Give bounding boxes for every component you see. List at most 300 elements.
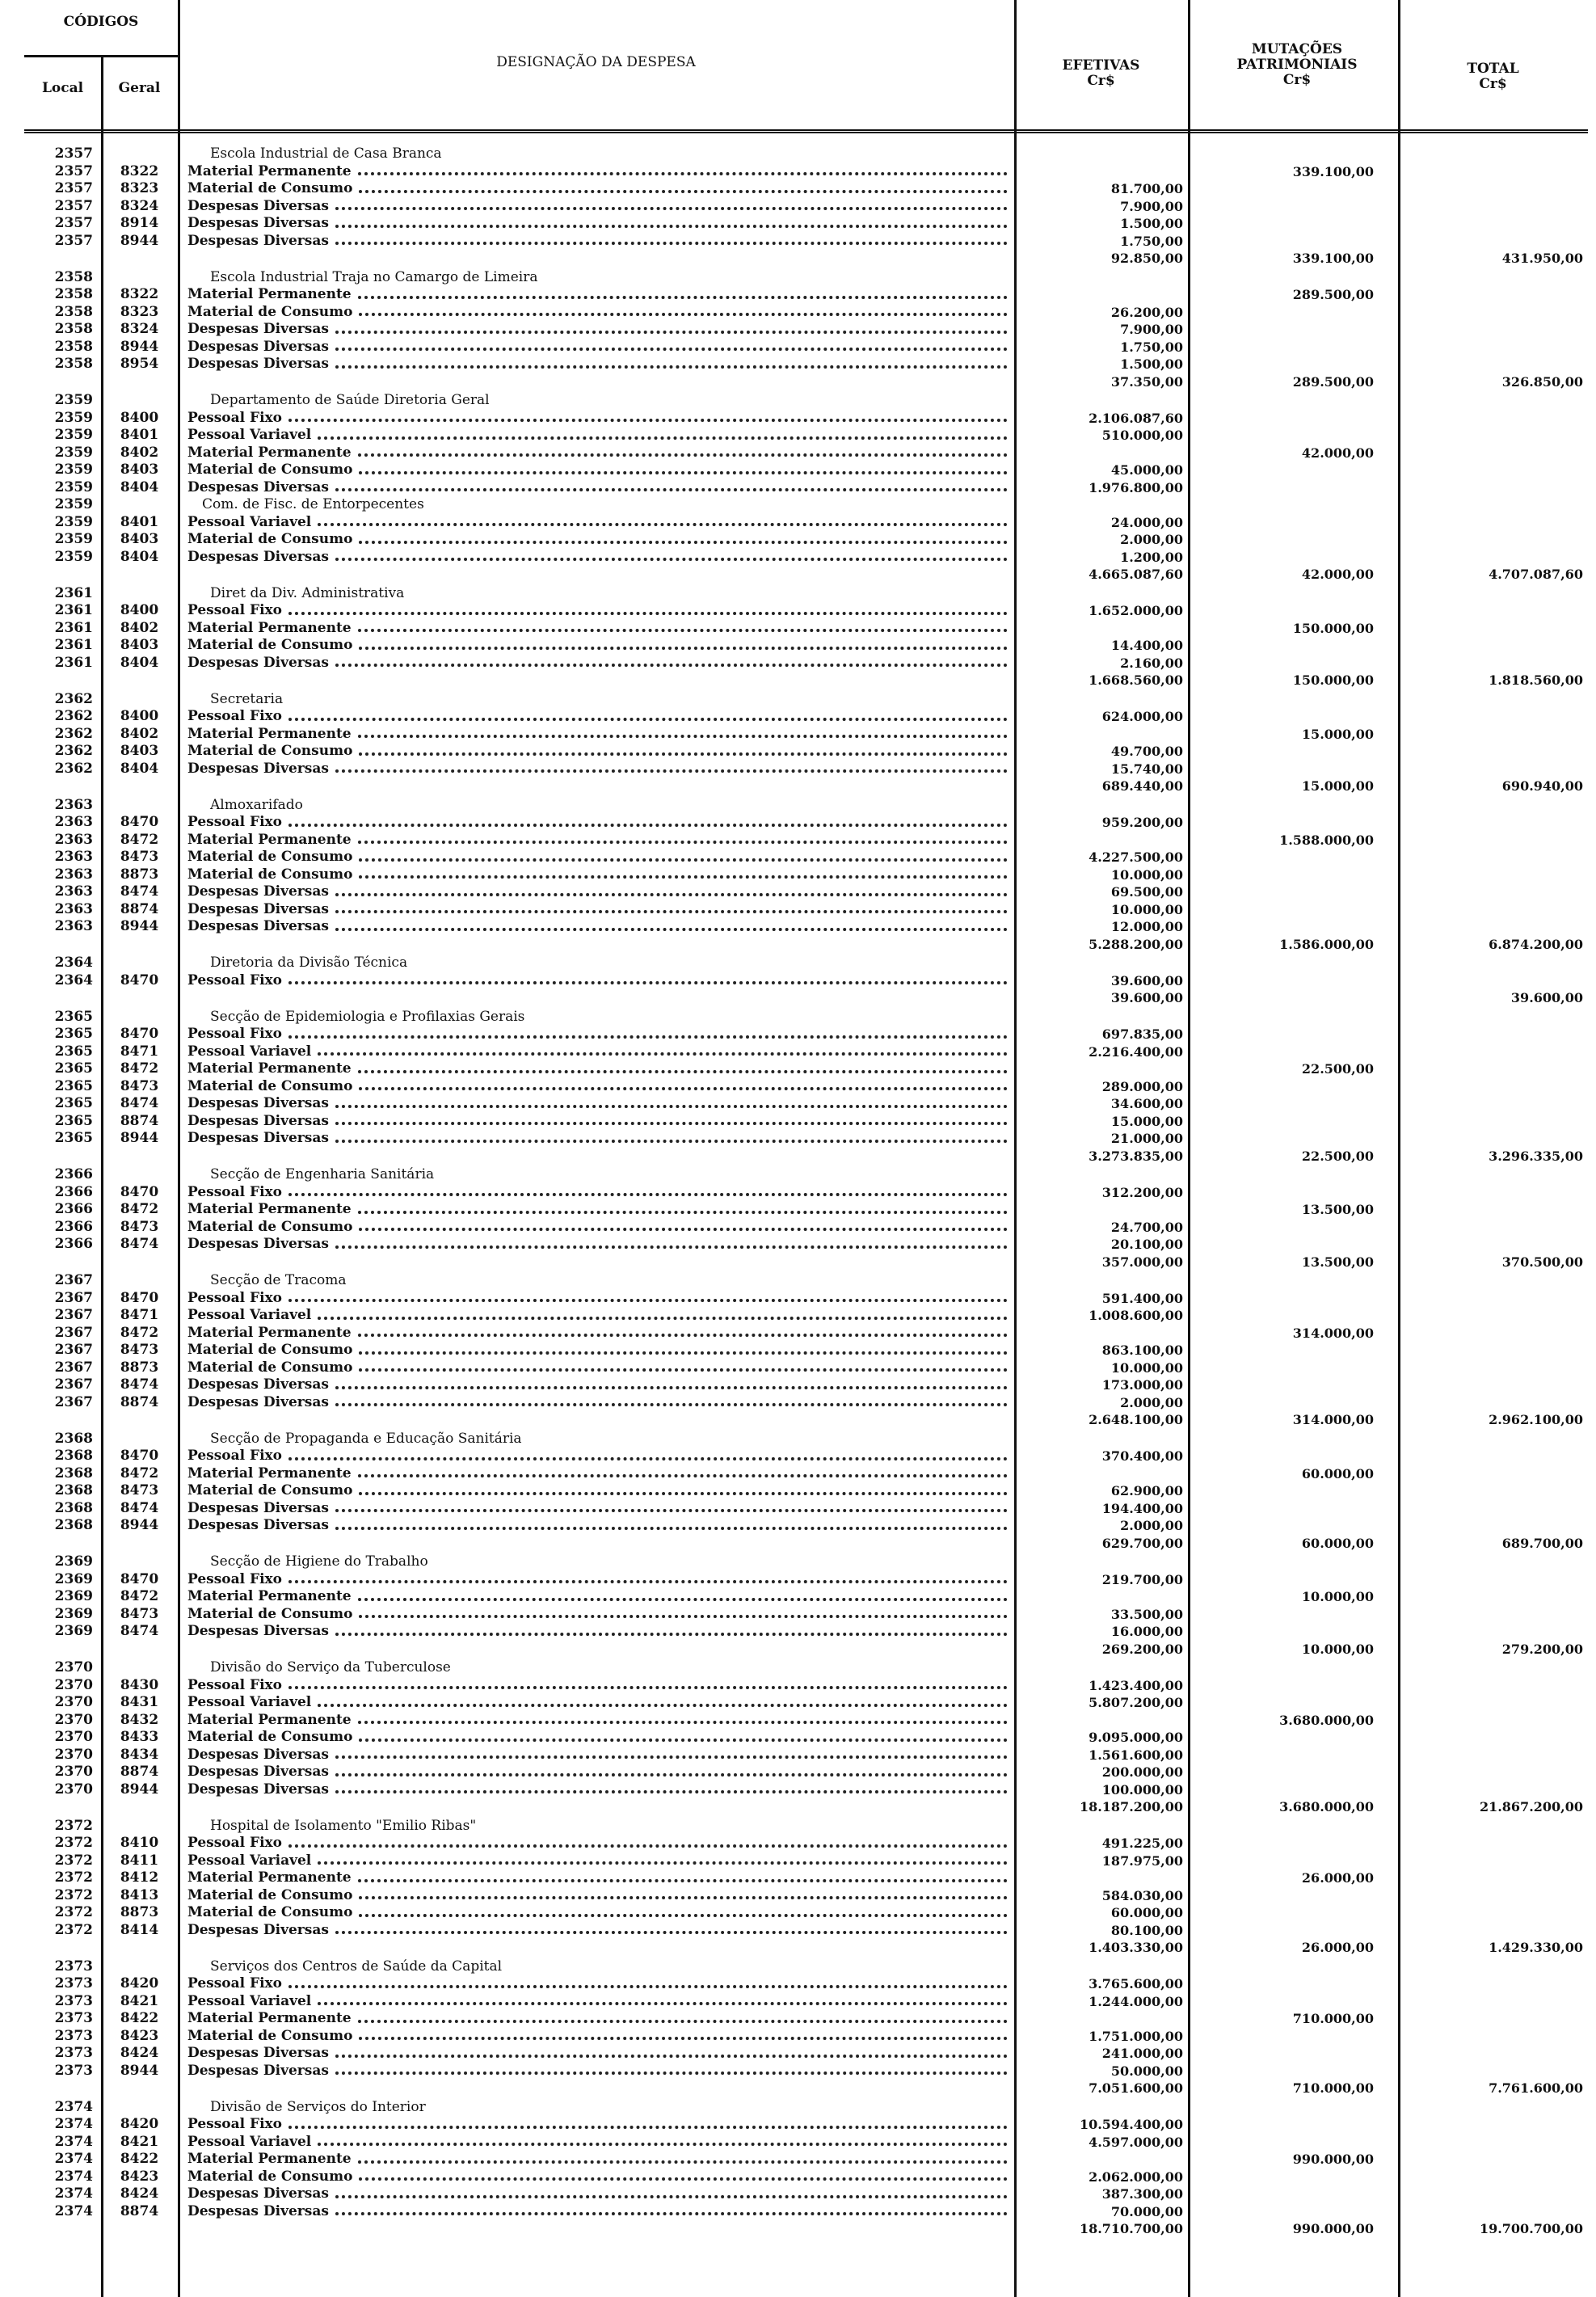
- section-title-row: [24, 1166, 1588, 1184]
- dotted-leader: [358, 832, 1008, 845]
- geral-code: 8873: [120, 1359, 159, 1376]
- designation-text: Despesas Diversas: [187, 321, 329, 337]
- section-title-row: [24, 392, 1588, 410]
- total-value: [1398, 1887, 1588, 1905]
- local-code: 2364: [54, 955, 93, 971]
- local-code: 2372: [54, 1817, 93, 1834]
- local-code: 2374: [54, 2116, 93, 2132]
- dotted-leader: [359, 531, 1008, 544]
- expense-designation: [178, 1325, 1014, 1342]
- local-code: 2367: [54, 1324, 93, 1341]
- geral-code: 8422: [120, 2151, 159, 2167]
- total-value: [1398, 410, 1588, 428]
- subtotal-total: 1.429.330,00: [1489, 1940, 1583, 1955]
- efetivas-value: 863.100,00: [1101, 1342, 1183, 1358]
- table-row: [24, 1764, 1588, 1781]
- designation-text: Despesas Diversas: [187, 760, 329, 777]
- designation-text: Despesas Diversas: [187, 197, 329, 214]
- designation-text: Despesas Diversas: [187, 1517, 329, 1533]
- geral-code: [101, 672, 178, 689]
- dotted-leader: [358, 163, 1008, 176]
- expense-designation: [178, 1869, 1014, 1887]
- local-code: 2359: [54, 548, 93, 565]
- efetivas-value: 34.600,00: [1110, 1096, 1183, 1111]
- geral-code: 8433: [120, 1729, 159, 1745]
- table-row: [24, 1712, 1588, 1730]
- expense-designation: [178, 1201, 1014, 1219]
- geral-code: 8401: [120, 427, 159, 443]
- efetivas-value: 1.500,00: [1120, 216, 1183, 231]
- efetivas-value: 62.900,00: [1110, 1483, 1183, 1498]
- geral-code: [101, 1009, 178, 1026]
- subtotal-mutacoes: 1.586.000,00: [1279, 936, 1374, 952]
- mutacoes-value: [1188, 972, 1398, 990]
- expense-designation: [178, 778, 1014, 795]
- section-title: Almoxarifado: [210, 796, 303, 813]
- expense-designation: [178, 2116, 1014, 2134]
- expense-designation: [178, 1465, 1014, 1483]
- local-code: 2361: [54, 637, 93, 653]
- local-code: 2373: [54, 1992, 93, 2009]
- geral-code: 8873: [120, 1904, 159, 1920]
- local-code: 2362: [54, 725, 93, 742]
- expense-designation: [178, 1448, 1014, 1465]
- table-row: [24, 2134, 1588, 2152]
- geral-code: [101, 1641, 178, 1658]
- mutacoes-value: [1188, 1694, 1398, 1712]
- mutacoes-value: [1188, 708, 1398, 726]
- total-value: [1398, 901, 1588, 919]
- table-row: [24, 215, 1588, 233]
- local-code: 2359: [54, 496, 93, 512]
- dotted-leader: [359, 2168, 1008, 2181]
- dotted-leader: [335, 1764, 1008, 1776]
- total-value: [1398, 1922, 1588, 1940]
- mutacoes-value: [1188, 1290, 1398, 1308]
- expense-designation: [178, 2028, 1014, 2046]
- expense-designation: [178, 1747, 1014, 1764]
- total-value: [1398, 883, 1588, 901]
- mutacoes-value: [1188, 1677, 1398, 1695]
- geral-code: 8420: [120, 1975, 159, 1991]
- local-code: 2372: [54, 1869, 93, 1886]
- subtotal-mutacoes: 13.500,00: [1301, 1254, 1374, 1270]
- subtotal-mutacoes: 60.000,00: [1301, 1535, 1374, 1551]
- dotted-leader: [318, 1307, 1008, 1320]
- total-value: [1398, 427, 1588, 445]
- table-row: [24, 1623, 1588, 1641]
- mutacoes-value: [1188, 761, 1398, 778]
- expense-designation: [178, 180, 1014, 198]
- designation-text: Material de Consumo: [187, 1605, 353, 1622]
- table-row: [24, 2045, 1588, 2063]
- mutacoes-value: 15.000,00: [1301, 726, 1374, 742]
- section-title-row: [24, 1009, 1588, 1026]
- table-row: [24, 1359, 1588, 1377]
- designation-text: Material de Consumo: [187, 1218, 353, 1235]
- dotted-leader: [359, 462, 1008, 474]
- total-value: [1398, 2045, 1588, 2063]
- section-title: Departamento de Saúde Diretoria Geral: [210, 392, 490, 408]
- section-title-row: [24, 1431, 1588, 1448]
- total-value: [1398, 1993, 1588, 2011]
- table-row: [24, 866, 1588, 884]
- geral-code: 8423: [120, 2168, 159, 2185]
- efetivas-value: [1014, 2010, 1188, 2028]
- dotted-leader: [359, 1342, 1008, 1355]
- local-code: 2367: [54, 1376, 93, 1393]
- section-title-row: [24, 2099, 1588, 2117]
- mutacoes-value: 289.500,00: [1292, 287, 1374, 302]
- total-value: [1398, 233, 1588, 251]
- efetivas-value: 45.000,00: [1110, 462, 1183, 478]
- local-code: 2365: [54, 1008, 93, 1025]
- efetivas-value: 100.000,00: [1101, 1781, 1183, 1798]
- subtotal-row: [24, 989, 1588, 1007]
- expense-designation: [178, 250, 1014, 268]
- total-value: [1398, 215, 1588, 233]
- subheading-row: [24, 496, 1588, 514]
- section-title: Divisão do Serviço da Tuberculose: [210, 1659, 451, 1675]
- table-row: [24, 620, 1588, 638]
- mutacoes-value: [1188, 1571, 1398, 1589]
- dotted-leader: [359, 304, 1008, 317]
- designation-text: Despesas Diversas: [187, 2185, 329, 2202]
- efetivas-value: 9.095.000,00: [1089, 1730, 1183, 1745]
- table-row: [24, 1835, 1588, 1852]
- local-code: [24, 1535, 101, 1553]
- mutacoes-value: 22.500,00: [1301, 1061, 1374, 1077]
- dotted-leader: [335, 1113, 1008, 1126]
- table-row: [24, 1394, 1588, 1412]
- designation-text: Material Permanente: [187, 1324, 352, 1341]
- dotted-leader: [358, 1465, 1008, 1478]
- dotted-leader: [288, 1571, 1008, 1584]
- section-title: Secção de Epidemiologia e Profilaxias Gerais: [210, 1008, 525, 1025]
- total-value: [1398, 180, 1588, 198]
- mutacoes-value: [1188, 1623, 1398, 1641]
- designation-text: Pessoal Fixo: [187, 1026, 283, 1042]
- table-row: [24, 1219, 1588, 1237]
- dotted-leader: [358, 1869, 1008, 1882]
- geral-code: 8404: [120, 478, 159, 495]
- geral-code: 8411: [120, 1852, 159, 1869]
- total-value: [1398, 1026, 1588, 1043]
- geral-code: 8471: [120, 1043, 159, 1060]
- dotted-leader: [288, 1677, 1008, 1690]
- efetivas-value: 289.000,00: [1101, 1078, 1183, 1094]
- geral-code: 8470: [120, 1183, 159, 1200]
- mutacoes-value: [1188, 1835, 1398, 1852]
- designation-text: Material Permanente: [187, 286, 352, 302]
- geral-code: [101, 1411, 178, 1429]
- dotted-leader: [335, 215, 1008, 228]
- designation-text: Despesas Diversas: [187, 2062, 329, 2079]
- designation-text: Pessoal Fixo: [187, 1975, 283, 1991]
- total-value: [1398, 1588, 1588, 1606]
- dotted-leader: [288, 1448, 1008, 1460]
- local-code: 2359: [54, 478, 93, 495]
- geral-code: [101, 2080, 178, 2097]
- geral-code: 8404: [120, 760, 159, 777]
- total-value: [1398, 531, 1588, 549]
- local-code: 2366: [54, 1236, 93, 1252]
- mutacoes-value: [1188, 427, 1398, 445]
- efetivas-value: [1014, 2151, 1188, 2168]
- local-code: 2374: [54, 2168, 93, 2185]
- table-row: [24, 1307, 1588, 1325]
- subtotal-total: 7.761.600,00: [1489, 2080, 1583, 2096]
- geral-code: 8944: [120, 1517, 159, 1533]
- mutacoes-value: 314.000,00: [1292, 1325, 1374, 1341]
- geral-code: [101, 955, 178, 972]
- efetivas-value: 5.807.200,00: [1089, 1695, 1183, 1710]
- designation-text: Material de Consumo: [187, 1359, 353, 1376]
- table-row: [24, 1781, 1588, 1799]
- table-row: [24, 479, 1588, 497]
- mutacoes-value: [1188, 1482, 1398, 1500]
- local-code: 2361: [54, 654, 93, 671]
- efetivas-value: 70.000,00: [1110, 2203, 1183, 2219]
- geral-code: [101, 1148, 178, 1165]
- mutacoes-value: [1188, 180, 1398, 198]
- efetivas-value: 1.423.400,00: [1089, 1677, 1183, 1693]
- geral-code: 8874: [120, 1112, 159, 1129]
- section-title: Secção de Tracoma: [210, 1272, 347, 1288]
- subtotal-total: 19.700.700,00: [1479, 2221, 1583, 2236]
- table-row: [24, 427, 1588, 445]
- local-code: 2365: [54, 1043, 93, 1060]
- mutacoes-value: [1188, 1078, 1398, 1096]
- section-title-row: [24, 1818, 1588, 1835]
- efetivas-value: 312.200,00: [1101, 1184, 1183, 1200]
- efetivas-value: 50.000,00: [1110, 2063, 1183, 2079]
- efetivas-value: [1014, 620, 1188, 638]
- designation-text: Despesas Diversas: [187, 215, 329, 231]
- section-title: Serviços dos Centros de Saúde da Capital: [210, 1958, 503, 1975]
- expense-designation: [178, 1148, 1014, 1165]
- designation-text: Despesas Diversas: [187, 1236, 329, 1252]
- designation-text: Material Permanente: [187, 725, 352, 742]
- designation-text: Despesas Diversas: [187, 654, 329, 671]
- designation-text: Material Permanente: [187, 1588, 352, 1604]
- table-row: [24, 1448, 1588, 1465]
- dotted-leader: [288, 602, 1008, 615]
- local-code: 2367: [54, 1359, 93, 1376]
- mutacoes-value: [1188, 2116, 1398, 2134]
- local-code: 2373: [54, 2010, 93, 2026]
- efetivas-value: 187.975,00: [1101, 1852, 1183, 1869]
- designation-text: Pessoal Variavel: [187, 1043, 312, 1060]
- total-value: [1398, 655, 1588, 672]
- expense-designation: [178, 304, 1014, 322]
- geral-code: 8404: [120, 654, 159, 671]
- geral-code: 8472: [120, 1060, 159, 1077]
- designation-text: Material Permanente: [187, 2151, 352, 2167]
- geral-code: 8874: [120, 900, 159, 917]
- mutacoes-value: [1188, 1922, 1398, 1940]
- table-row: [24, 1043, 1588, 1061]
- table-row: [24, 1729, 1588, 1747]
- table-row: [24, 1852, 1588, 1870]
- designation-text: Pessoal Fixo: [187, 1835, 283, 1851]
- mutacoes-value: [1188, 1236, 1398, 1254]
- geral-code: 8471: [120, 1307, 159, 1323]
- expense-designation: [178, 761, 1014, 778]
- total-value: [1398, 1325, 1588, 1342]
- geral-code: 8944: [120, 918, 159, 934]
- mutacoes-value: [1188, 514, 1398, 532]
- geral-code: [101, 566, 178, 584]
- designation-text: Material de Consumo: [187, 180, 353, 196]
- efetivas-value: [1014, 163, 1188, 181]
- designation-text: Despesas Diversas: [187, 1130, 329, 1146]
- local-code: [24, 1411, 101, 1429]
- local-code: 2372: [54, 1921, 93, 1938]
- efetivas-value: 584.030,00: [1101, 1887, 1183, 1903]
- designation-text: Material de Consumo: [187, 866, 353, 883]
- dotted-leader: [335, 1236, 1008, 1249]
- geral-code: 8474: [120, 1236, 159, 1252]
- dotted-leader: [288, 814, 1008, 827]
- efetivas-value: 2.000,00: [1120, 1518, 1183, 1533]
- local-code: 2370: [54, 1764, 93, 1780]
- local-code: 2374: [54, 2202, 93, 2219]
- local-code: 2366: [54, 1166, 93, 1182]
- local-code: 2362: [54, 690, 93, 707]
- mutacoes-value: [1188, 1219, 1398, 1237]
- local-code: 2359: [54, 513, 93, 530]
- mutacoes-value: [1188, 1307, 1398, 1325]
- mutacoes-value: [1188, 1904, 1398, 1922]
- efetivas-value: 591.400,00: [1101, 1290, 1183, 1306]
- expense-designation: [178, 2134, 1014, 2152]
- geral-code: 8473: [120, 1342, 159, 1358]
- mutacoes-value: [1188, 1448, 1398, 1465]
- geral-code: 8472: [120, 1201, 159, 1217]
- geral-code: 8431: [120, 1694, 159, 1710]
- mutacoes-value: 42.000,00: [1301, 445, 1374, 461]
- subtotal-mutacoes: 3.680.000,00: [1279, 1799, 1374, 1814]
- mutacoes-value: [1188, 233, 1398, 251]
- total-value: [1398, 2063, 1588, 2080]
- geral-code: 8400: [120, 708, 159, 724]
- local-code: 2370: [54, 1659, 93, 1675]
- expense-designation: [178, 321, 1014, 339]
- geral-code: 8473: [120, 1482, 159, 1498]
- efetivas-value: 697.835,00: [1101, 1026, 1183, 1042]
- expense-designation: [178, 1376, 1014, 1394]
- mutacoes-value: [1188, 2045, 1398, 2063]
- table-row: [24, 655, 1588, 672]
- designation-text: Material de Consumo: [187, 1886, 353, 1903]
- table-row: [24, 1465, 1588, 1483]
- expense-designation: [178, 1113, 1014, 1131]
- subtotal-mutacoes: 26.000,00: [1301, 1940, 1374, 1955]
- local-code: 2369: [54, 1605, 93, 1622]
- subtotal-total: 1.818.560,00: [1489, 672, 1583, 688]
- geral-code: 8402: [120, 444, 159, 461]
- table-row: [24, 1026, 1588, 1043]
- table-row: [24, 356, 1588, 373]
- local-code: 2368: [54, 1448, 93, 1464]
- total-value: [1398, 849, 1588, 866]
- expense-designation: [178, 445, 1014, 462]
- mutacoes-value: [1188, 1747, 1398, 1764]
- geral-code: [101, 250, 178, 268]
- designation-text: Material Permanente: [187, 1201, 352, 1217]
- geral-code: 8473: [120, 1077, 159, 1094]
- designation-text: Material Permanente: [187, 831, 352, 848]
- mutacoes-value: [1188, 1359, 1398, 1377]
- geral-code: 8470: [120, 814, 159, 830]
- designation-text: Pessoal Variavel: [187, 1992, 312, 2009]
- table-row: [24, 339, 1588, 356]
- local-code: 2370: [54, 1746, 93, 1763]
- total-value: [1398, 814, 1588, 832]
- local-code: 2368: [54, 1430, 93, 1447]
- efetivas-value: 24.000,00: [1110, 514, 1183, 530]
- efetivas-value: 4.227.500,00: [1089, 849, 1183, 865]
- expense-designation: [178, 2063, 1014, 2080]
- mutacoes-value: [1188, 1993, 1398, 2011]
- total-value: [1398, 2116, 1588, 2134]
- designation-text: Material de Consumo: [187, 1904, 353, 1920]
- designation-text: Material de Consumo: [187, 637, 353, 653]
- local-code: 2363: [54, 831, 93, 848]
- efetivas-value: 7.900,00: [1120, 322, 1183, 337]
- local-code: 2373: [54, 1958, 93, 1975]
- expense-designation: [178, 814, 1014, 832]
- table-row: [24, 304, 1588, 322]
- dotted-leader: [359, 1904, 1008, 1917]
- designation-text: Material Permanente: [187, 162, 352, 179]
- expense-designation: [178, 1712, 1014, 1730]
- table-row: [24, 445, 1588, 462]
- local-code: 2362: [54, 760, 93, 777]
- expense-designation: [178, 1571, 1014, 1589]
- designation-text: Despesas Diversas: [187, 900, 329, 917]
- designation-text: Material de Consumo: [187, 303, 353, 320]
- efetivas-value: [1014, 496, 1188, 514]
- mutacoes-value: [1188, 1975, 1398, 1993]
- geral-code: 8472: [120, 1588, 159, 1604]
- total-value: [1398, 743, 1588, 761]
- mutacoes-value: [1188, 2185, 1398, 2203]
- total-value: [1398, 479, 1588, 497]
- geral-code: 8324: [120, 197, 159, 214]
- geral-code: 8322: [120, 162, 159, 179]
- dotted-leader: [288, 1835, 1008, 1848]
- table-row: [24, 2028, 1588, 2046]
- table-row: [24, 1571, 1588, 1589]
- local-code: [24, 2080, 101, 2097]
- table-row: [24, 832, 1588, 849]
- efetivas-value: [1014, 445, 1188, 462]
- efetivas-value: 624.000,00: [1101, 709, 1183, 724]
- subtotal-row: [24, 936, 1588, 954]
- dotted-leader: [359, 866, 1008, 879]
- total-value: [1398, 462, 1588, 479]
- mutacoes-value: [1188, 1606, 1398, 1624]
- mutacoes-value: [1188, 1184, 1398, 1202]
- dotted-leader: [335, 1500, 1008, 1513]
- efetivas-value: 1.976.800,00: [1089, 479, 1183, 495]
- efetivas-value: 3.765.600,00: [1089, 1976, 1183, 1991]
- subtotal-efetivas: 2.648.100,00: [1089, 1412, 1183, 1427]
- local-code: 2363: [54, 918, 93, 934]
- designation-text: Pessoal Fixo: [187, 1289, 283, 1306]
